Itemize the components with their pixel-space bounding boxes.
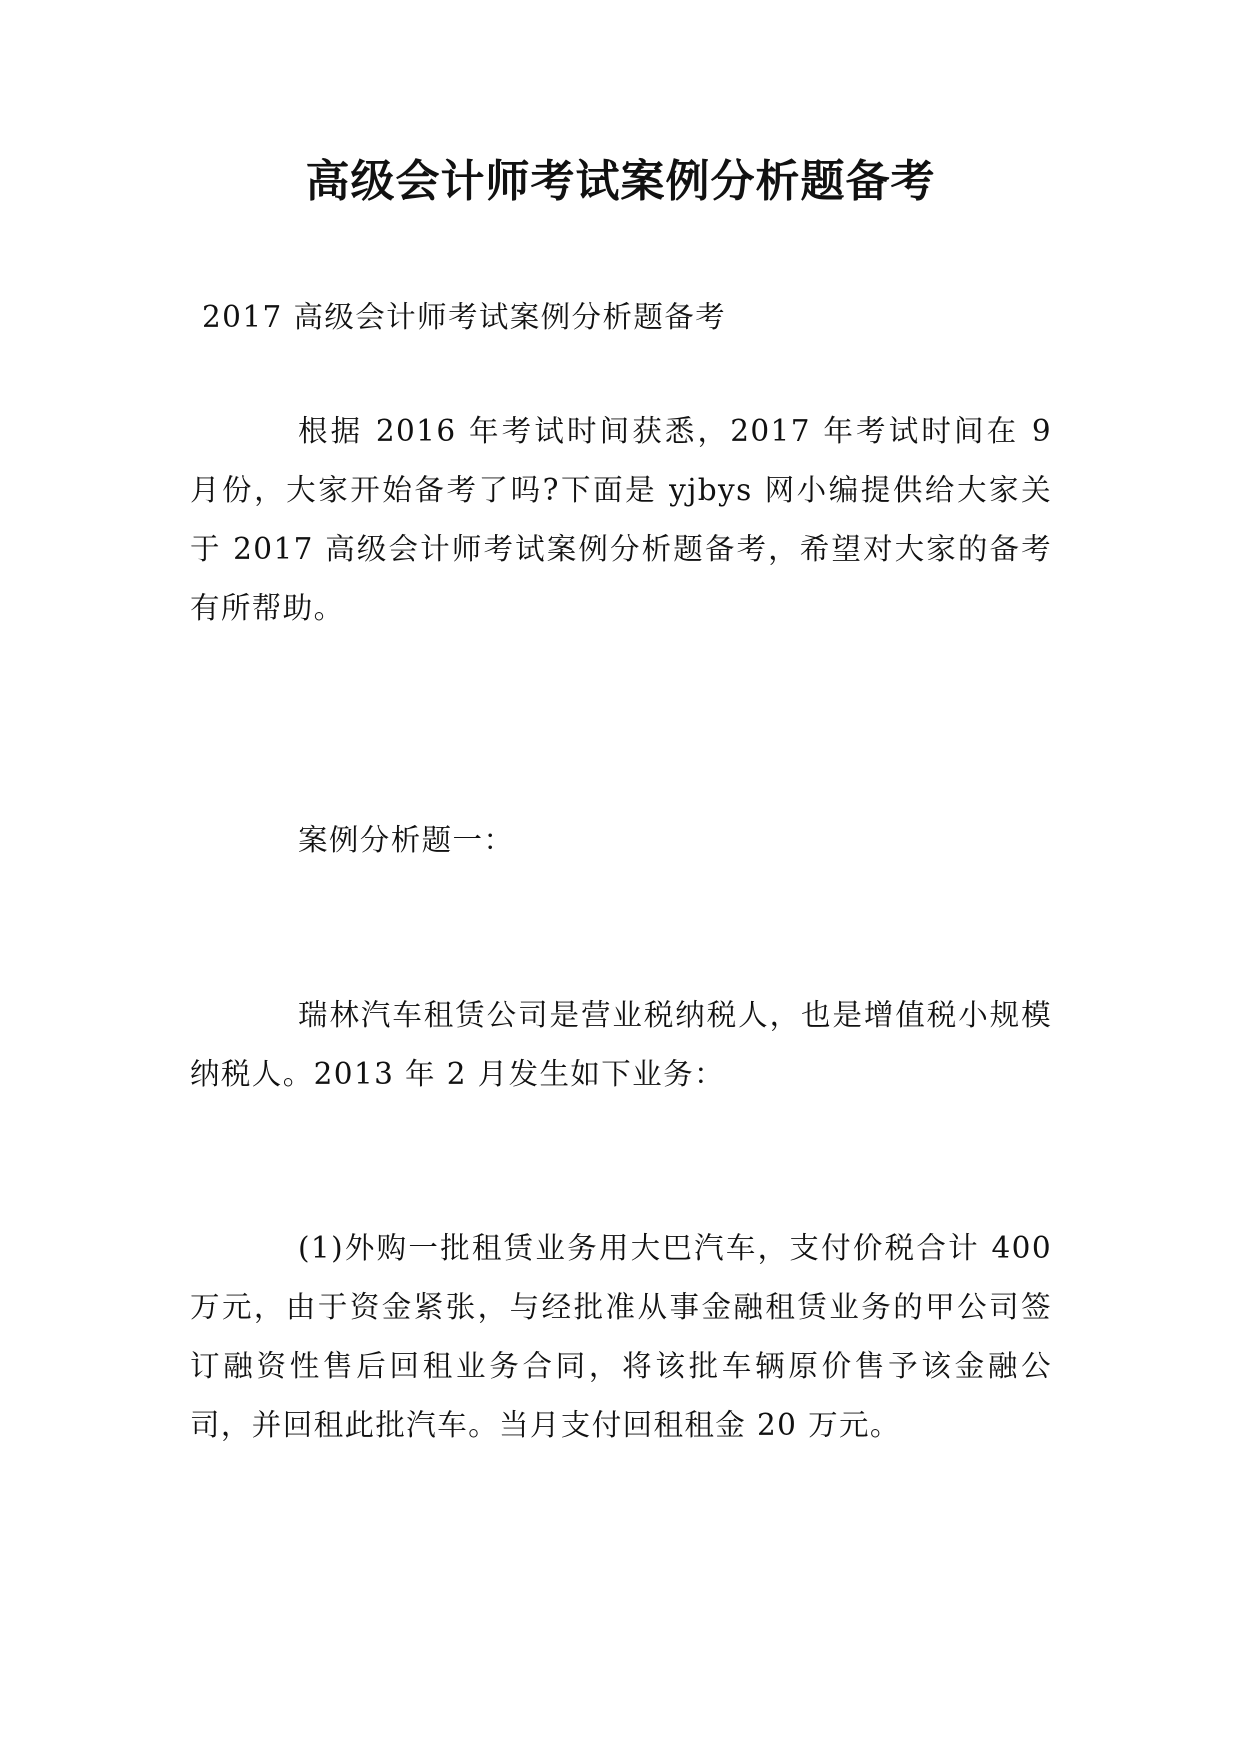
- case-heading: 案例分析题一：: [298, 823, 515, 857]
- case-item-paragraph: (1)外购一批租赁业务用大巴汽车，支付价税合计 400 万元，由于资金紧张，与经批准从事金融租赁业务的甲公司签订融资性售后回租业务合同，将该批车辆原价售予该金融公司，并回租此批汽车。当月支付回租租金 20 万元。: [190, 1231, 1052, 1442]
- intro-paragraph: 根据 2016 年考试时间获悉，2017 年考试时间在 9 月份，大家开始备考了吗?下面是 yjbys 网小编提供给大家关于 2017 高级会计师考试案例分析题备考，希望对大家的备考有所帮助。: [190, 414, 1052, 625]
- document-title: 高级会计师考试案例分析题备考: [305, 156, 936, 207]
- document-subtitle: 2017 高级会计师考试案例分析题备考: [202, 300, 727, 334]
- case-description-paragraph: 瑞林汽车租赁公司是营业税纳税人，也是增值税小规模纳税人。2013 年 2 月发生如下业务：: [190, 998, 1052, 1091]
